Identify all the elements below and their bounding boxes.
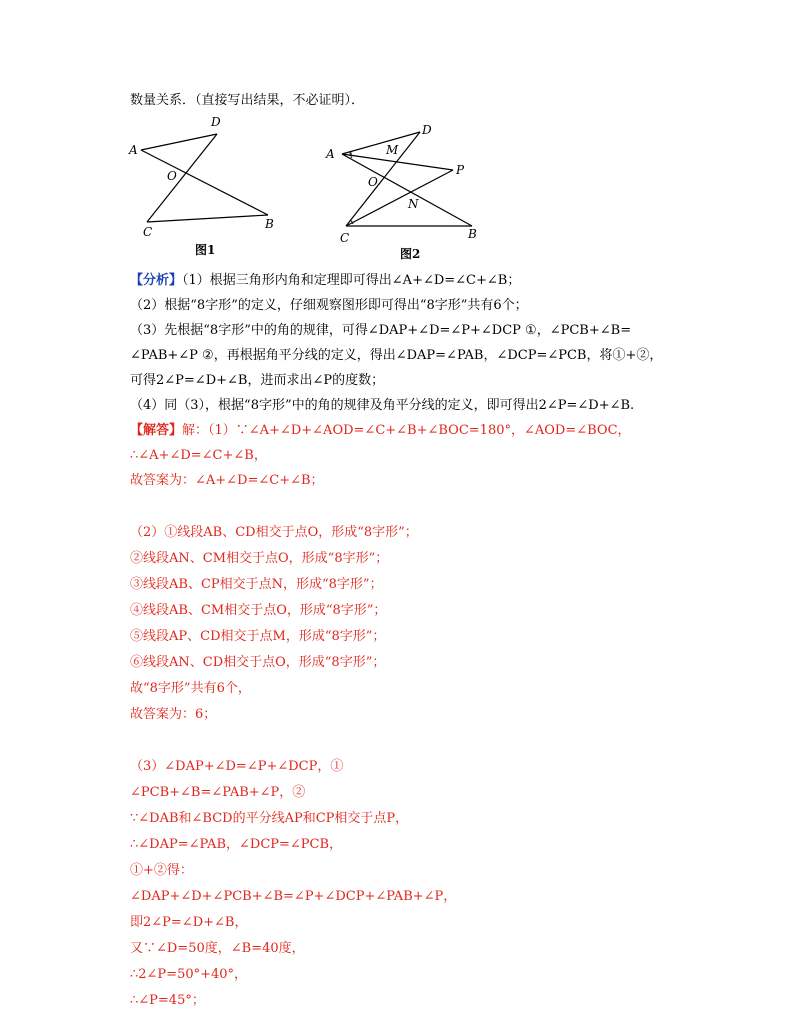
answer-p3-line: ①+②得： bbox=[130, 863, 193, 878]
answer-p3-line: （3）∠DAP+∠D=∠P+∠DCP，① bbox=[130, 759, 344, 774]
label-o: O bbox=[167, 169, 177, 183]
answer-p2-line: ⑥线段AN、CD相交于点O，形成“8字形”； bbox=[130, 655, 386, 670]
segment-cp bbox=[346, 170, 453, 226]
answer-tag: 【解答】 bbox=[130, 423, 183, 438]
segment-dc bbox=[147, 134, 217, 222]
analysis-p4: （4）同（3），根据“8字形”中的角的规律及角平分线的定义，即可得出2∠P=∠D+∠B. bbox=[130, 398, 635, 413]
analysis-tag: 【分析】 bbox=[130, 273, 183, 288]
label-a: A bbox=[326, 147, 335, 161]
analysis-p3b: ∠PAB+∠P ②，再根据角平分线的定义，得出∠DAP=∠PAB，∠DCP=∠PCB，将①+②， bbox=[130, 348, 663, 363]
analysis-p2: （2）根据“8字形”的定义，仔细观察图形即可得出“8字形”共有6个； bbox=[130, 298, 528, 313]
label-a: A bbox=[129, 143, 138, 157]
intro-text: 数量关系．（直接写出结果，不必证明）． bbox=[130, 93, 365, 108]
answer-p2-line: ④线段AB、CM相交于点O，形成“8字形”； bbox=[130, 603, 387, 618]
figure-1 bbox=[125, 112, 285, 262]
answer-s2: ∴∠A+∠D=∠C+∠B， bbox=[130, 448, 267, 463]
label-p: P bbox=[456, 163, 465, 177]
analysis-line-1 bbox=[130, 272, 520, 290]
analysis-p3a: （3）先根据“8字形”中的角的规律，可得∠DAP+∠D=∠P+∠DCP ①，∠PCB+∠B= bbox=[130, 323, 632, 338]
figure-2-caption: 图2 bbox=[400, 247, 421, 261]
label-one: 1 bbox=[349, 152, 354, 160]
segment-cb bbox=[147, 215, 268, 222]
answer-p3-line: ∠DAP+∠D+∠PCB+∠B=∠P+∠DCP+∠PAB+∠P， bbox=[130, 889, 457, 904]
answer-p3-line: ∴∠P=45°； bbox=[130, 993, 205, 1008]
answer-s1: 解：（1）∵∠A+∠D+∠AOD=∠C+∠B+∠BOC=180°，∠AOD=∠BOC， bbox=[182, 423, 631, 438]
figure-2 bbox=[320, 118, 490, 263]
answer-p3-line: ∴∠DAP=∠PAB，∠DCP=∠PCB， bbox=[130, 837, 343, 852]
answer-p3-line: ∠PCB+∠B=∠PAB+∠P，② bbox=[130, 785, 306, 800]
answer-p3-line: 又∵∠D=50度，∠B=40度， bbox=[130, 941, 305, 956]
segment-ad bbox=[342, 132, 420, 154]
answer-p2-line: ③线段AB、CP相交于点N，形成“8字形”； bbox=[130, 577, 383, 592]
label-d: D bbox=[422, 123, 432, 137]
analysis-p1: （1）根据三角形内角和定理即可得出∠A+∠D=∠C+∠B； bbox=[182, 273, 521, 288]
answer-p2-line: （2）①线段AB、CD相交于点O，形成“8字形”； bbox=[130, 525, 418, 540]
answer-p3-line: ∴2∠P=50°+40°， bbox=[130, 967, 248, 982]
segment-ab bbox=[342, 154, 472, 226]
answer-p2-line: ⑤线段AP、CD相交于点M，形成“8字形”； bbox=[130, 629, 386, 644]
label-b: B bbox=[265, 217, 274, 231]
segment-dc bbox=[346, 132, 420, 226]
label-m: M bbox=[386, 143, 399, 157]
label-d: D bbox=[211, 115, 221, 129]
answer-line-1 bbox=[130, 422, 631, 440]
answer-p3-line: ∵∠DAB和∠BCD的平分线AP和CP相交于点P， bbox=[130, 811, 409, 826]
label-n: N bbox=[408, 197, 419, 211]
figure-1-caption: 图1 bbox=[195, 243, 216, 257]
label-o: O bbox=[368, 175, 378, 189]
label-b: B bbox=[468, 227, 477, 241]
label-c: C bbox=[143, 225, 153, 239]
analysis-p3c: 可得2∠P=∠D+∠B，进而求出∠P的度数； bbox=[130, 373, 385, 388]
label-c: C bbox=[340, 231, 350, 245]
answer-p2-line: 故“8字形”共有6个， bbox=[130, 681, 251, 696]
answer-s3: 故答案为：∠A+∠D=∠C+∠B； bbox=[130, 473, 324, 488]
answer-p2-line: 故答案为：6； bbox=[130, 707, 217, 722]
answer-p2-line: ②线段AN、CM相交于点O，形成“8字形”； bbox=[130, 551, 389, 566]
answer-p3-line: 即2∠P=∠D+∠B， bbox=[130, 915, 248, 930]
